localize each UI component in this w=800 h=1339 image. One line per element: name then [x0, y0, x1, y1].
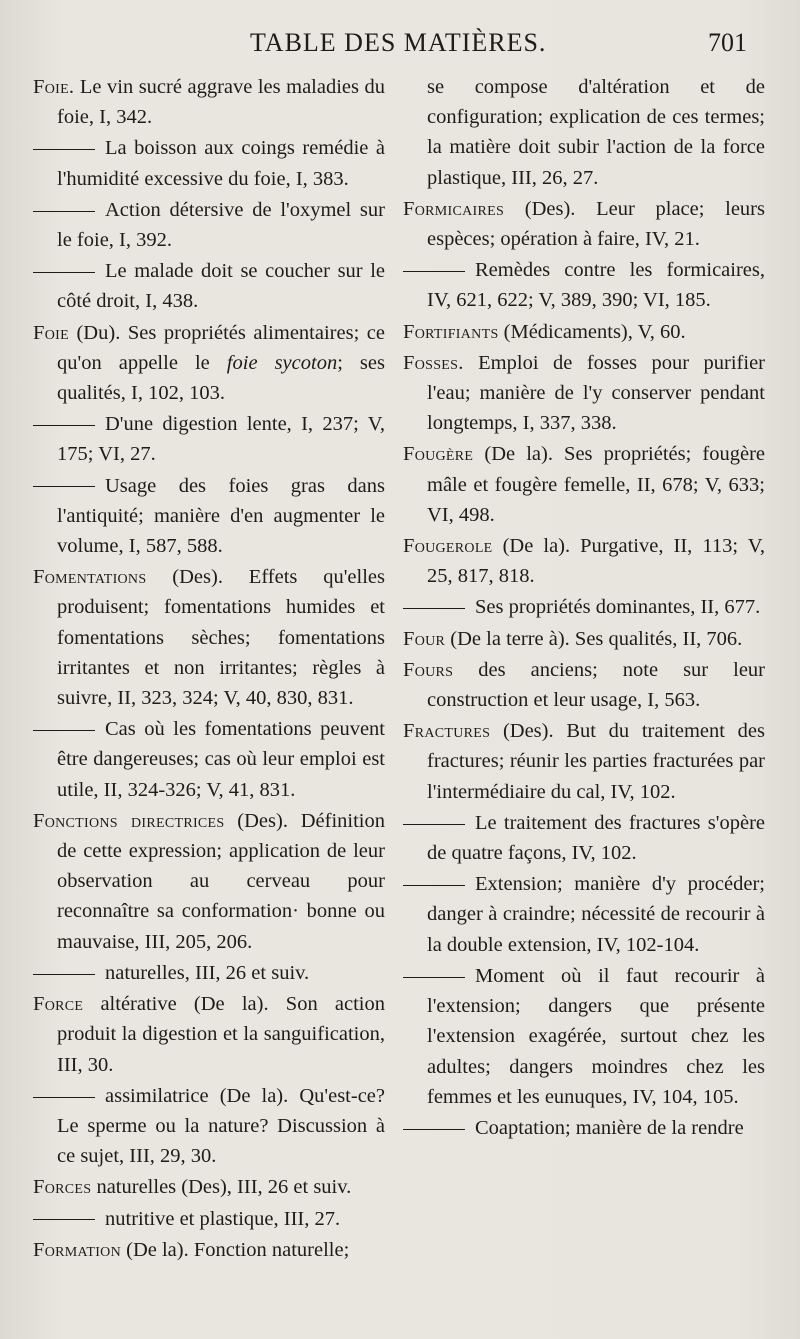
entry-text: des anciens; note sur leur construction et leur usage, I, 563. [427, 658, 766, 712]
index-entry [403, 808, 765, 868]
entry-heading: Force [33, 993, 84, 1016]
entry-text: Extension; manière d'y procéder; danger à craindre; nécessité de recourir à la double extension, IV, 102-104. [427, 873, 765, 956]
repeat-dash [403, 824, 465, 825]
entry-text: (Médicaments), V, 60. [503, 320, 686, 343]
page-number: 701 [708, 28, 747, 57]
index-entry [33, 318, 385, 409]
index-entry [33, 562, 385, 713]
entry-heading: Fougère [403, 443, 474, 466]
left-column [33, 72, 385, 1266]
index-entry [33, 195, 385, 255]
entry-text: (Des). Définition de cette expression; application de leur observation au cerveau pour reconnaître sa conformation· bonne ou mauvaise, III, 205, 206. [57, 809, 386, 953]
index-entry [33, 1235, 385, 1265]
entry-text: (De la terre à). Ses qualités, II, 706. [450, 627, 743, 650]
repeat-dash [33, 1219, 95, 1220]
repeat-dash [33, 211, 95, 212]
repeat-dash [403, 977, 465, 978]
entry-text: (Des). Effets qu'elles produisent; fomentations humides et fomentations sèches; fomentations irritantes et non irritantes; règles à suivre, II, 323, 324; V, 40, 830, 831. [57, 566, 386, 710]
entry-text: altérative (De la). Son action produit la digestion et la sanguification, III, 30. [57, 993, 385, 1076]
entry-text: La boisson aux coings remédie à l'humidité excessive du foie, I, 383. [57, 137, 385, 190]
entry-text: (Du). Ses propriétés alimentaires; ce qu'on appelle le foie sycoton; ses qualités, I, 102, 103. [57, 321, 385, 405]
entry-text: (De la). Ses propriétés; fougère mâle et fougère femelle, II, 678; V, 633; VI, 498. [427, 443, 765, 526]
index-entry [403, 255, 765, 315]
entry-heading: Fougerole [403, 535, 493, 558]
entry-heading: Fortifiants [403, 320, 499, 343]
index-entry [403, 317, 765, 347]
entry-text: Usage des foies gras dans l'antiquité; manière d'en augmenter le volume, I, 587, 588. [57, 474, 385, 558]
index-entry [403, 194, 765, 254]
entry-heading: Formicaires [403, 197, 505, 220]
entry-text: (Des). But du traitement des fractures; réunir les parties fracturées par l'intermédiaire du cal, IV, 102. [427, 720, 765, 803]
entry-text: Ses propriétés dominantes, II, 677. [475, 596, 761, 619]
repeat-dash [33, 730, 95, 731]
entry-text: (De la). Fonction naturelle; [126, 1238, 350, 1261]
index-entry [33, 806, 385, 957]
entry-text: Le malade doit se coucher sur le côté droit, I, 438. [57, 260, 385, 313]
index-entry [403, 439, 765, 530]
repeat-dash [33, 1097, 95, 1098]
entry-text: Action détersive de l'oxymel sur le foie, I, 392. [57, 198, 385, 252]
entry-text: naturelles, III, 26 et suiv. [105, 961, 310, 984]
entry-text: (De la). Purgative, II, 113; V, 25, 817, 818. [427, 535, 765, 588]
index-entry [403, 531, 765, 591]
entry-text: Moment où il faut recourir à l'extension; dangers que présente l'extension exagérée, surtout chez les adultes; dangers moindres chez les femmes et les eunuques, IV, 104, 105. [427, 964, 765, 1108]
entry-text: Le vin sucré aggrave les maladies du foie, I, 342. [57, 76, 386, 129]
index-entry [403, 961, 765, 1112]
entry-heading: Fours [403, 658, 454, 681]
entry-heading: Fractures [403, 720, 491, 743]
page-header [0, 28, 800, 64]
repeat-dash [33, 486, 95, 487]
index-entry [33, 471, 385, 562]
entry-text: Le traitement des fractures s'opère de quatre façons, IV, 102. [427, 811, 765, 865]
entry-heading: Foie. [33, 76, 75, 98]
repeat-dash [33, 425, 95, 426]
index-entry [33, 958, 385, 988]
repeat-dash [33, 272, 95, 273]
right-column [403, 72, 765, 1144]
entry-heading: Fosses. [403, 351, 464, 374]
entry-text: se compose d'altération et de configuration; explication de ces termes; la matière doit subir l'action de la force plastique, III, 26, 27. [427, 76, 765, 189]
index-entry [33, 714, 385, 805]
repeat-dash [403, 608, 465, 609]
index-entry [403, 1113, 765, 1143]
index-entry [403, 716, 765, 807]
index-entry [33, 989, 385, 1080]
repeat-dash [403, 271, 465, 272]
index-entry [33, 72, 385, 132]
entry-text: Cas où les fomentations peuvent être dangereuses; cas où leur emploi est utile, II, 324-326; V, 41, 831. [57, 718, 385, 801]
index-entry [403, 624, 765, 654]
index-entry [33, 1204, 385, 1234]
entry-text: nutritive et plastique, III, 27. [105, 1207, 341, 1230]
repeat-dash [33, 149, 95, 150]
entry-text: Remèdes contre les formicaires, IV, 621, 622; V, 389, 390; VI, 185. [427, 259, 765, 312]
entry-heading: Foie [33, 321, 69, 344]
entry-heading: Forces [33, 1176, 92, 1199]
index-entry [403, 348, 765, 439]
entry-text: D'une digestion lente, I, 237; V, 175; VI, 27. [57, 413, 385, 466]
repeat-dash [33, 974, 95, 975]
entry-text: assimilatrice (De la). Qu'est-ce? Le sperme ou la nature? Discussion à ce sujet, III, 29, 30. [57, 1084, 385, 1168]
index-entry [403, 592, 765, 622]
repeat-dash [403, 1129, 465, 1130]
running-title: TABLE DES MATIÈRES. [250, 28, 547, 57]
entry-text: Emploi de fosses pour purifier l'eau; manière de l'y conserver pendant longtemps, I, 337, 338. [427, 351, 765, 435]
index-entry [33, 133, 385, 193]
index-entry [403, 869, 765, 960]
index-entry [33, 256, 385, 316]
repeat-dash [403, 885, 465, 886]
entry-text: Coaptation; manière de la rendre [475, 1116, 744, 1139]
index-entry [403, 72, 765, 193]
index-entry [33, 1081, 385, 1172]
entry-text: naturelles (Des), III, 26 et suiv. [96, 1176, 352, 1199]
index-entry [33, 409, 385, 469]
entry-heading: Formation [33, 1238, 121, 1261]
index-entry [33, 1172, 385, 1202]
entry-heading: Fomentations [33, 566, 147, 589]
entry-heading: Four [403, 627, 446, 650]
entry-text: (Des). Leur place; leurs espèces; opération à faire, IV, 21. [427, 197, 765, 251]
entry-heading: Fonctions directrices [33, 809, 225, 832]
index-entry [403, 655, 765, 715]
